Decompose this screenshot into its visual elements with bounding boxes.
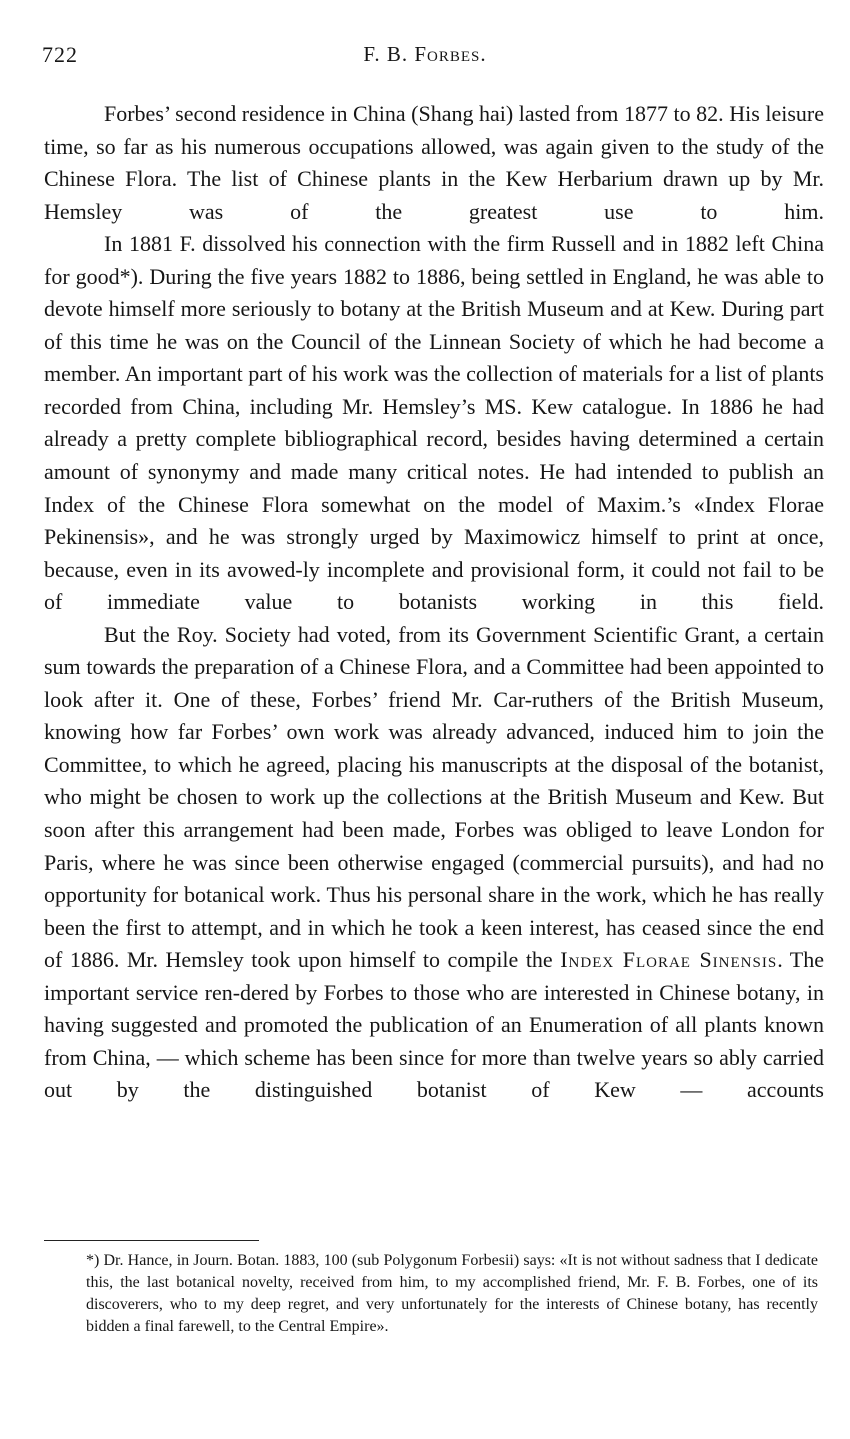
index-florae-sinensis-title: Index Florae Sinensis xyxy=(560,947,778,973)
paragraph-3 xyxy=(44,619,824,1107)
running-head xyxy=(0,42,850,67)
footnote xyxy=(38,1250,818,1338)
running-head-author: F. B. Forbes. xyxy=(363,42,487,66)
footnote-rule xyxy=(44,1240,259,1241)
page-number: 722 xyxy=(42,42,78,67)
paragraph-3-part-1: But the Roy. Society had voted, from its Government Scientific Grant, a certain sum towards the preparation of a Chinese Flora, and a Committee had been appointed to look after it. One of these, Forbes’ friend Mr. Car-ruthers of the British Museum, knowing how far Forbes’ own work was already advanced, induced him to join the Committee, to which he agreed, placing his manuscripts at the disposal of the botanist, who might be chosen to work up the collections at the British Museum and Kew. But soon after this arrangement had been made, Forbes was obliged to leave London for Paris, where he was since been otherwise engaged (commercial pursuits), and had no opportunity for botanical work. Thus his personal share in the work, which he has really been the first to attempt, and in which he took a keen interest, has ceased since the end of 1886. Mr. Hemsley took upon himself to compile the xyxy=(44,621,824,973)
paragraph-2: In 1881 F. dissolved his connection with the firm Russell and in 1882 left China for good*). During the five years 1882 to 1886, being settled in England, he was able to devote himself more seriously to botany at the British Museum and at Kew. During part of this time he was on the Council of the Linnean Society of which he had become a member. An important part of his work was the collection of materials for a list of plants recorded from China, including Mr. Hemsley’s MS. Kew catalogue. In 1886 he had already a pretty complete bibliographical record, besides having determined a certain amount of synonymy and made many critical notes. He had intended to publish an Index of the Chinese Flora somewhat on the model of Maxim.’s «Index Florae Pekinensis», and he was strongly urged by Maximowicz himself to print at once, because, even in its avowed-ly incomplete and provisional form, it could not fail to be of immediate value to botanists working in this field. xyxy=(44,231,824,615)
body-text xyxy=(44,98,824,1107)
paragraph-3-part-2: . The important service ren-dered by Forbes to those who are interested in Chinese botany, in having suggested and promoted the publication of an Enumeration of all plants known from China, — which scheme has been since for more than twelve years so ably carried out by the distinguished botanist of Kew — accounts xyxy=(44,947,824,1103)
paragraph-1: Forbes’ second residence in China (Shang hai) lasted from 1877 to 82. His leisure time, so far as his numerous occupations allowed, was again given to the study of the Chinese Flora. The list of Chinese plants in the Kew Herbarium drawn up by Mr. Hemsley was of the greatest use to him. xyxy=(44,101,824,224)
footnote-text: *) Dr. Hance, in Journ. Botan. 1883, 100 (sub Polygonum Forbesii) says: «It is not without sadness that I dedicate this, the last botanical novelty, received from him, to my accomplished friend, Mr. F. B. Forbes, one of its discoverers, who to my deep regret, and very unfortunately for the interests of Chinese botany, has recently bidden a final farewell, to the Central Empire». xyxy=(86,1252,818,1335)
